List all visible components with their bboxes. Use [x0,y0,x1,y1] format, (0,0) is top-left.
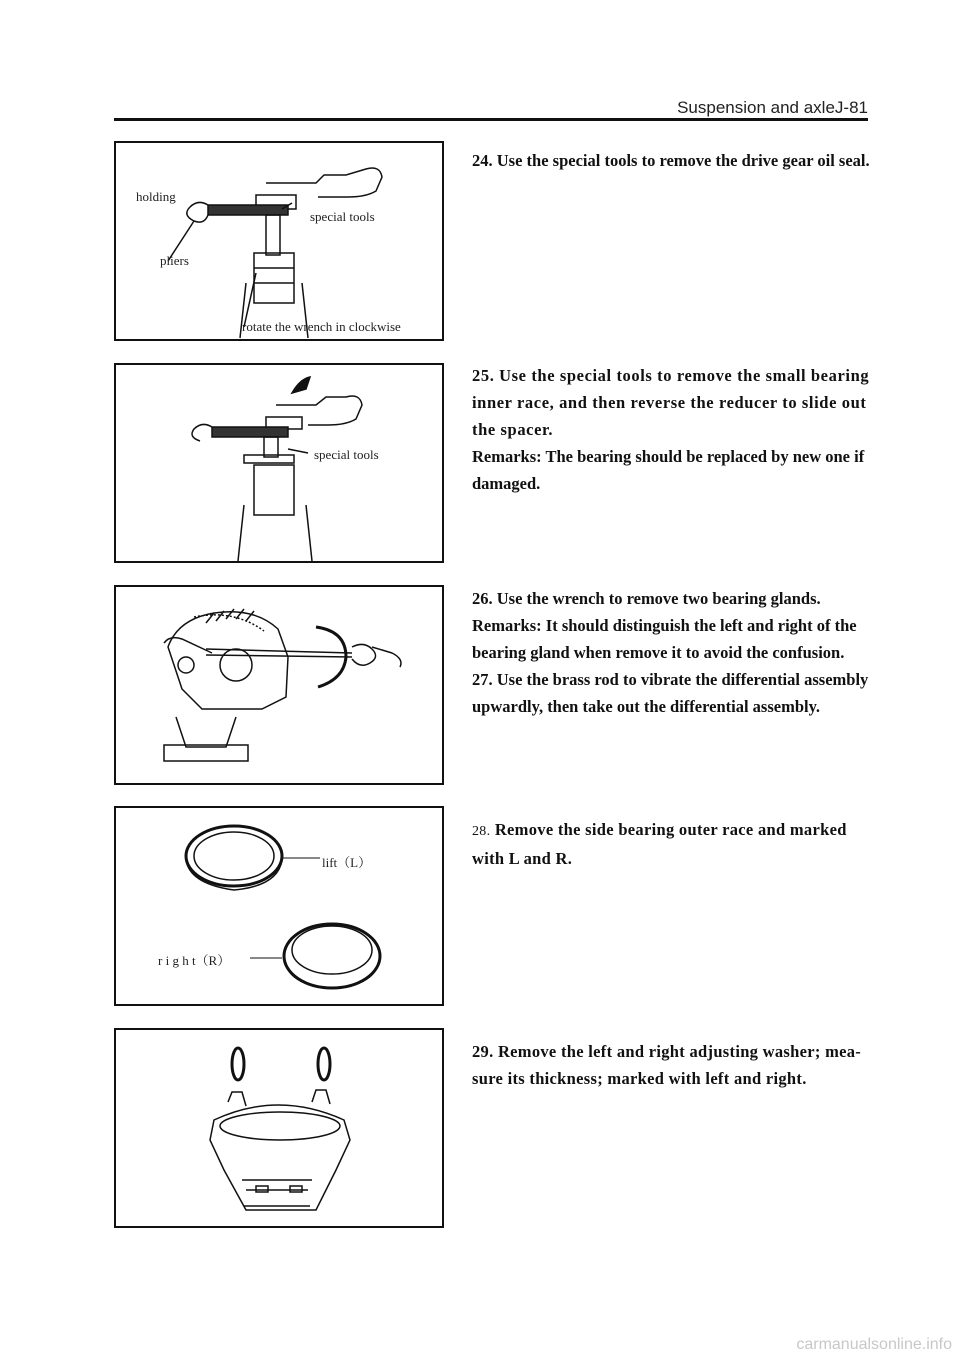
step-28 [472,816,872,872]
step-26-text: 26. Use the wrench to remove two bearing glands. [472,589,821,608]
figure-outer-races [114,806,444,1006]
figure-adjusting-washers [114,1028,444,1228]
adjusting-washers-illustration [116,1030,442,1226]
figure-remove-bearing-inner-race [114,363,444,563]
step-28-number: 28. [472,824,491,839]
step-25-text: 25. Use the special tools to remove the small bearing inner race, and then reverse the reducer to slide out the spacer. [472,366,870,439]
header-rule [114,118,868,121]
oil-seal-removal-illustration [116,143,442,339]
step-24 [472,146,872,175]
figure-remove-oil-seal [114,141,444,341]
label-special-tools: special tools [310,209,375,224]
step-25-remark: Remarks: The bearing should be replaced by new one if damaged. [472,447,865,493]
watermark: carmanualsonline.info [796,1336,952,1353]
label-rotate-wrench: rotate the wrench in clockwise [242,319,401,334]
step-26-27 [472,585,872,720]
step-27-text: 27. Use the brass rod to vibrate the differential assembly upwardly, then take out the differential assembly. [472,670,869,716]
label-pliers: pliers [160,253,189,268]
label-left-race: lift（L） [322,855,372,870]
step-29 [472,1038,872,1092]
step-29-text: 29. Remove the left and right adjusting washer; mea-sure its thickness; marked with left and right. [472,1042,862,1088]
page-header: Suspension and axleJ-81 [677,98,868,117]
label-right-race: r i g h t（R） [158,953,231,968]
label-special-tools: special tools [314,447,379,462]
outer-races-illustration [116,808,442,1004]
step-26-remark: Remarks: It should distinguish the left and right of the bearing gland when remove it to avoid the confusion. [472,616,857,662]
bearing-gland-removal-illustration [116,587,442,783]
figure-remove-bearing-glands [114,585,444,785]
label-holding: holding [136,189,176,204]
step-25 [472,362,872,497]
step-24-text: 24. Use the special tools to remove the drive gear oil seal. [472,151,870,170]
step-28-text: Remove the side bearing outer race and marked with L and R. [472,820,847,868]
step-28-paragraph [472,816,872,872]
inner-race-removal-illustration [116,365,442,561]
